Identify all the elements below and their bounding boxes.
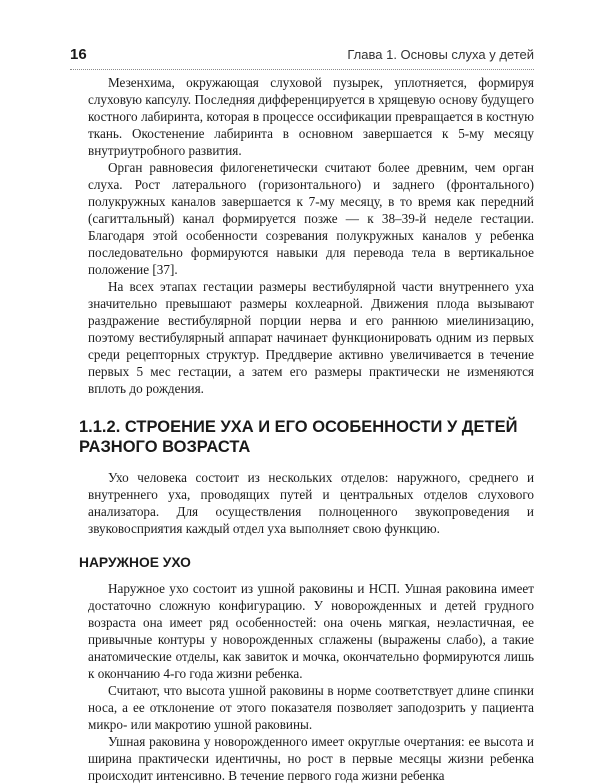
section-heading: 1.1.2. СТРОЕНИЕ УХА И ЕГО ОСОБЕННОСТИ У ДЕТЕЙ РАЗНОГО ВОЗРАСТА	[79, 418, 518, 456]
paragraph-balance-organ: Орган равновесия филогенетически считают более древним, чем орган слуха. Рост латерального (горизонтального) и заднего (фронтального) полукружных каналов завершается к 7-му месяцу, в то время как передний (сагиттальный) канал формируется позже — к 38–39-й неделе гестации. Благодаря этой особенности созревания полукружных каналов у ребенка последовательно формируются навыки для перевода тела в вертикальное положение [37].	[88, 160, 534, 277]
paragraph-ear-structure: Ухо человека состоит из нескольких отделов: наружного, среднего и внутреннего уха, проводящих путей и центральных отделов слухового анализатора. Для осуществления полноценного звукопроведения и звуковосприятия каждый отдел уха выполняет свою функцию.	[88, 470, 534, 536]
paragraph-outer-ear: Наружное ухо состоит из ушной раковины и НСП. Ушная раковина имеет достаточно сложную конфигурацию. У новорожденных и детей грудного возраста она имеет ряд особенностей: она очень мягкая, неэластичная, ее привычные контуры у новорожденных сглажены (выражены слабо), а такие анатомические отделы, как завиток и мочка, окончательно формируются лишь к окончанию 4-го года жизни ребенка.	[88, 581, 534, 681]
header-divider	[70, 69, 534, 70]
paragraph-auricle-height: Считают, что высота ушной раковины в норме соответствует длине спинки носа, а ее отклонение от этого показателя позволяет заподозрить у пациента микро- или макротию ушной раковины.	[88, 683, 534, 732]
paragraph-vestibular-part: На всех этапах гестации размеры вестибулярной части внутреннего уха значительно превышают размеры кохлеарной. Движения плода вызывают раздражение вестибулярной порции нерва и его раннюю миелинизацию, поэтому вестибулярный аппарат начинает функционировать одним из первых среди рецепторных структур. Преддверие активно увеличивается в течение первых 5 мес гестации, а затем его размеры практически не изменяются вплоть до рождения.	[88, 279, 534, 396]
body-text	[79, 74, 534, 784]
page-header	[70, 44, 534, 68]
paragraph-auricle-shape: Ушная раковина у новорожденного имеет округлые очертания: ее высота и ширина практически идентичны, но рост в первые месяцы жизни ребенка происходит интенсивно. В течение первого года жизни ребенка	[88, 734, 534, 783]
page-number: 16	[70, 46, 87, 63]
running-head: Глава 1. Основы слуха у детей	[347, 47, 534, 62]
subsection-heading-outer-ear: НАРУЖНОЕ УХО	[79, 555, 191, 570]
paragraph-labyrinth-formation: Мезенхима, окружающая слуховой пузырек, уплотняется, формируя слуховую капсулу. Последняя дифференцируется в хрящевую основу будущего костного лабиринта, которая в процессе оссификации превращается в костную ткань. Окостенение лабиринта в основном завершается к 5-му месяцу внутриутробного развития.	[88, 75, 534, 158]
